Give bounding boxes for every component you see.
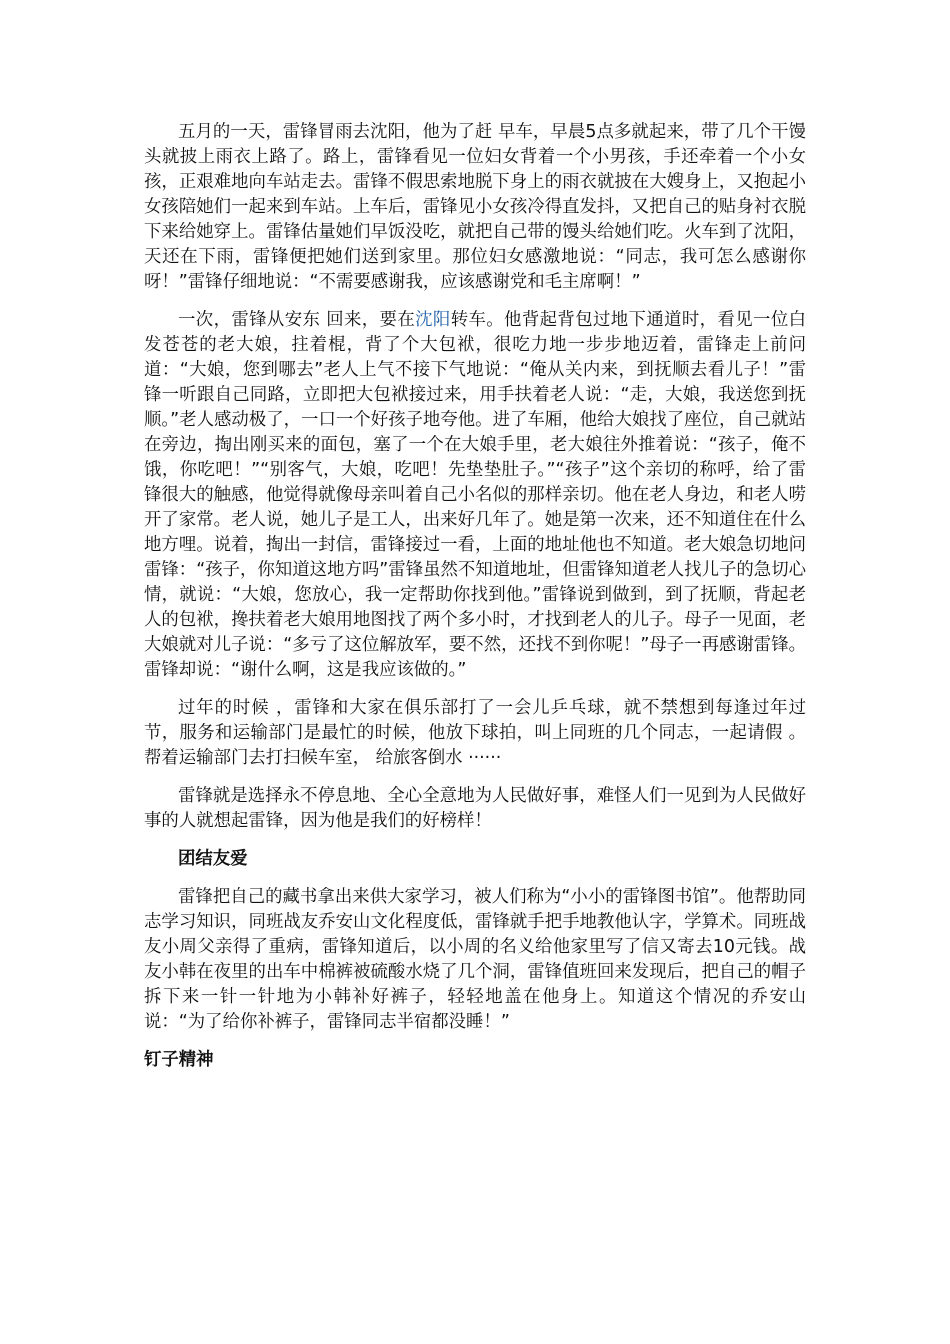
paragraph-new-year-story: 过年的时候 ，雷锋和大家在俱乐部打了一会儿乒乓球，就不禁想到每逢过年过节，服务和运输部门是最忙的时候，他放下球拍，叫上同班的几个同志，一起请假 。帮着运输部门去打扫候车室， 给旅客倒水 ······	[144, 698, 806, 768]
paragraph-library-story: 雷锋把自己的藏书拿出来供大家学习，被人们称为“小小的雷锋图书馆”。他帮助同志学习知识，同班战友乔安山文化程度低，雷锋就手把手地教他认字，学算术。同班战友小周父亲得了重病，雷锋知道后，以小周的名义给他家里写了信又寄去10元钱。战友小韩在夜里的出车中棉裤被硫酸水烧了几个洞，雷锋值班回来发现后，把自己的帽子拆下来一针一针地为小韩补好裤子，轻轻地盖在他身上。知道这个情况的乔安山说：“为了给你补裤子，雷锋同志半宿都没睡！”	[144, 887, 806, 1032]
paragraph-rain-story: 五月的一天，雷锋冒雨去沈阳，他为了赶 早车，早晨5点多就起来，带了几个干馒头就披上雨衣上路了。路上，雷锋看见一位妇女背着一个小男孩，手还牵着一个小女孩，正艰难地向车站走去。雷锋不假思索地脱下身上的雨衣就披在大嫂身上，又抱起小女孩陪她们一起来到车站。上车后，雷锋见小女孩冷得直发抖，又把自己的贴身衬衣脱下来给她穿上。雷锋估量她们早饭没吃，就把自己带的馒头给她们吃。火车到了沈阳，天还在下雨，雷锋便把她们送到家里。那位妇女感激地说：“同志，我可怎么感谢你呀！”雷锋仔细地说：“不需要感谢我，应该感谢党和毛主席啊！”	[144, 122, 806, 292]
shenyang-link[interactable]: 沈阳	[415, 310, 451, 330]
section-heading-nail-spirit: 钉子精神	[144, 1050, 214, 1070]
document-page	[144, 120, 806, 1086]
paragraph-text-rest: 转车。他背起背包过地下通道时，看见一位白发苍苍的老大娘，拄着棍，背了个大包袱，很吃力地一步步地迈着，雷锋走上前问道：“大娘，您到哪去”老人上气不接下气地说：“俺从关内来，到抚顺去看儿子！”雷锋一听跟自己同路，立即把大包袱接过来，用手扶着老人说：“走，大娘，我送您到抚顺。”老人感动极了，一口一个好孩子地夸他。进了车厢，他给大娘找了座位，自己就站在旁边，掏出刚买来的面包，塞了一个在大娘手里，老大娘往外推着说：“孩子，俺不饿，你吃吧！”“别客气，大娘，吃吧！先垫垫肚子。”“孩子”这个亲切的称呼，给了雷锋很大的触感，他觉得就像母亲叫着自己小名似的那样亲切。他在老人身边，和老人唠开了家常。老人说，她儿子是工人，出来好几年了。她是第一次来，还不知道住在什么地方哩。说着，掏出一封信，雷锋接过一看，上面的地址他也不知道。老大娘急切地问雷锋：“孩子，你知道这地方吗”雷锋虽然不知道地址，但雷锋知道老人找儿子的急切心情，就说：“大娘，您放心，我一定帮助你找到他。”雷锋说到做到，到了抚顺，背起老人的包袱，搀扶着老大娘用地图找了两个多小时，才找到老人的儿子。母子一见面，老大娘就对儿子说：“多亏了这位解放军，要不然，还找不到你呢！”母子一再感谢雷锋。雷锋却说：“谢什么啊，这是我应该做的。”	[144, 310, 806, 680]
section-heading-unity: 团结友爱	[178, 849, 248, 869]
paragraph-summary: 雷锋就是选择永不停息地、全心全意地为人民做好事，难怪人们一见到为人民做好事的人就想起雷锋，因为他是我们的好榜样！	[144, 786, 806, 831]
paragraph-text-start: 一次，雷锋从安东 回来，要在	[178, 310, 416, 330]
paragraph-old-lady-story	[144, 308, 806, 683]
